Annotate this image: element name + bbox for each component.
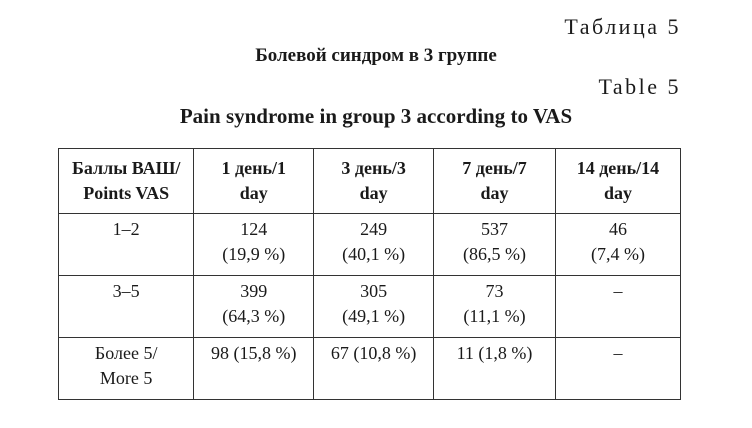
table-cell: –	[555, 338, 680, 400]
header-day-14: 14 день/14 day	[555, 149, 680, 214]
table-title-ru: Болевой синдром в 3 группе	[255, 45, 497, 66]
table-cell: 98 (15,8 %)	[194, 338, 314, 400]
table-cell: 537 (86,5 %)	[434, 214, 556, 276]
table-header-row	[59, 149, 681, 214]
row-label: 1–2	[59, 214, 194, 276]
header-day-3: 3 день/3 day	[314, 149, 434, 214]
table-cell: 305 (49,1 %)	[314, 276, 434, 338]
table-cell: 124 (19,9 %)	[194, 214, 314, 276]
row-label: Более 5/ More 5	[59, 338, 194, 400]
table-cell: 46 (7,4 %)	[555, 214, 680, 276]
table-cell: –	[555, 276, 680, 338]
table-number-en: Table 5	[598, 74, 681, 99]
table-number-ru: Таблица 5	[564, 14, 681, 39]
table-cell: 249 (40,1 %)	[314, 214, 434, 276]
pain-table	[58, 148, 681, 400]
table-cell: 67 (10,8 %)	[314, 338, 434, 400]
table-row	[59, 214, 681, 276]
row-label: 3–5	[59, 276, 194, 338]
header-day-1: 1 день/1 day	[194, 149, 314, 214]
header-day-7: 7 день/7 day	[434, 149, 556, 214]
table-cell: 11 (1,8 %)	[434, 338, 556, 400]
table-title-en: Pain syndrome in group 3 according to VAS	[179, 104, 573, 128]
table-cell: 73 (11,1 %)	[434, 276, 556, 338]
table-row	[59, 338, 681, 400]
header-points-vas: Баллы ВАШ/ Points VAS	[59, 149, 194, 214]
table-row	[59, 276, 681, 338]
table-cell: 399 (64,3 %)	[194, 276, 314, 338]
